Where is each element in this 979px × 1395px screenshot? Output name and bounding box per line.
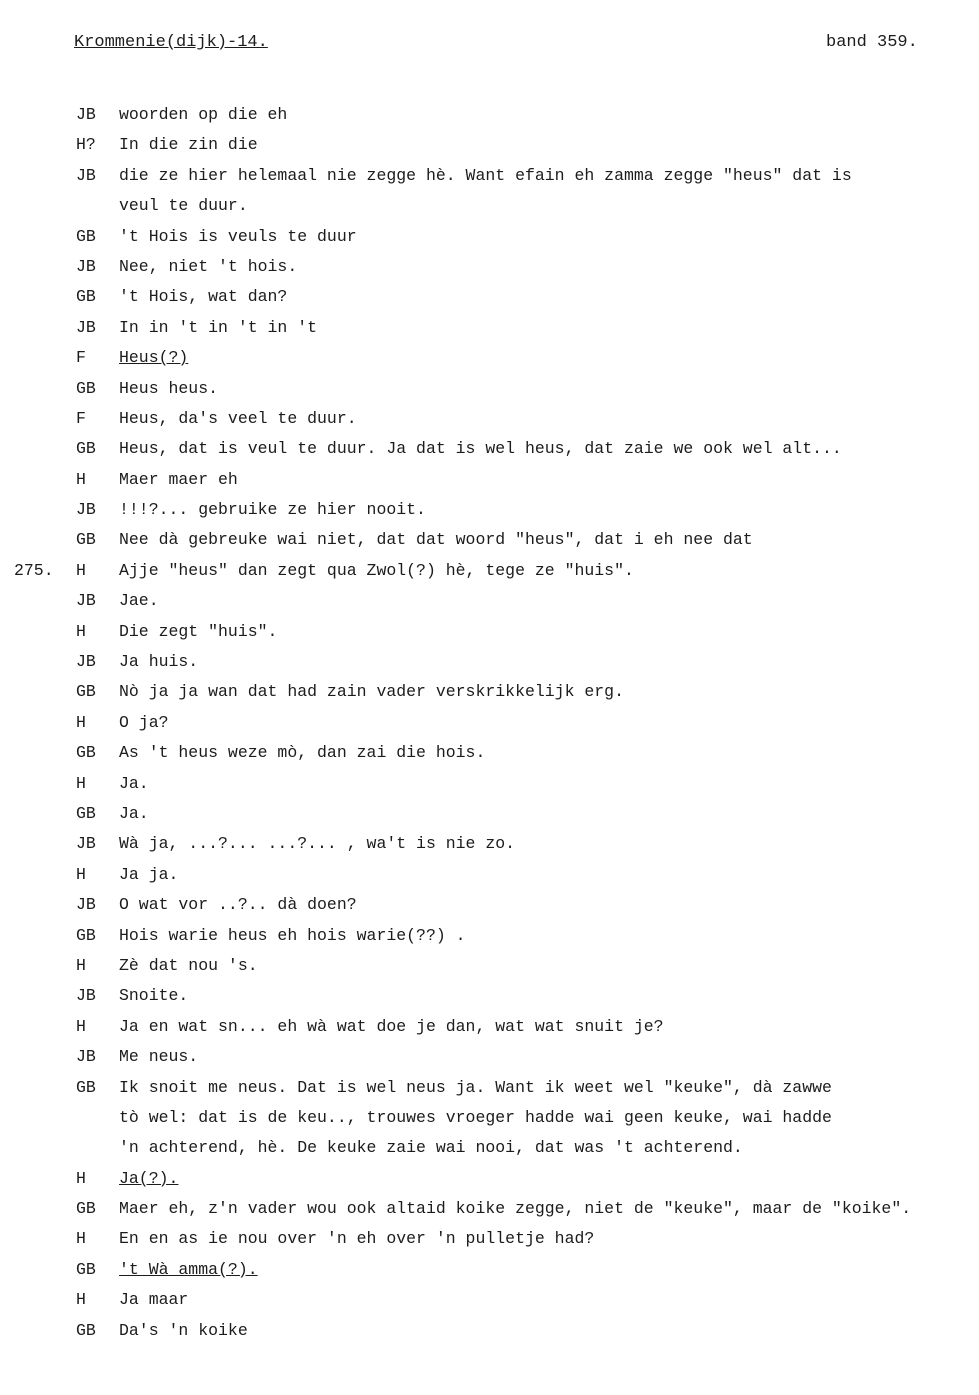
transcript-line: [0, 161, 979, 191]
speaker-code: GB: [76, 743, 96, 763]
utterance-text: Nee, niet 't hois.: [119, 256, 298, 276]
speaker-code: H: [76, 560, 86, 580]
speaker-code: JB: [76, 500, 96, 520]
utterance-text: Ja ja.: [119, 864, 179, 884]
transcript-line: [0, 100, 979, 130]
speaker-code: GB: [76, 378, 96, 398]
transcript-line: [0, 1285, 979, 1315]
transcript-line: [0, 708, 979, 738]
transcript-line: [0, 282, 979, 312]
utterance-text: Zè dat nou 's.: [119, 955, 258, 975]
utterance-text: 'n achterend, hè. De keuke zaie wai nooi, dat was 't achterend.: [119, 1138, 743, 1158]
speaker-code: GB: [76, 439, 96, 459]
transcript-line: [0, 404, 979, 434]
transcript-line: [0, 981, 979, 1011]
utterance-text: Da's 'n koike: [119, 1320, 248, 1340]
utterance-text: Heus, dat is veul te duur. Ja dat is wel heus, dat zaie we ook wel alt...: [119, 439, 842, 459]
utterance-text: veul te duur.: [119, 196, 248, 216]
speaker-code: H: [76, 955, 86, 975]
utterance-text: !!!?... gebruike ze hier nooit.: [119, 500, 426, 520]
utterance-text: Snoite.: [119, 986, 189, 1006]
transcript-line: [0, 769, 979, 799]
utterance-text: O ja?: [119, 712, 169, 732]
speaker-code: GB: [76, 925, 96, 945]
transcript-line: [0, 1194, 979, 1224]
speaker-code: JB: [76, 105, 96, 124]
transcript-line: [0, 1224, 979, 1254]
transcript-line: [0, 677, 979, 707]
utterance-text: Maer eh, z'n vader wou ook altaid koike zegge, niet de "keuke", maar de "koike".: [119, 1199, 912, 1219]
speaker-code: GB: [76, 287, 96, 307]
transcript-line: [0, 890, 979, 920]
utterance-text: En en as ie nou over 'n eh over 'n pulletje had?: [119, 1229, 595, 1249]
transcript-line: [0, 1012, 979, 1042]
speaker-code: H: [76, 469, 86, 489]
utterance-text: Ja maar: [119, 1290, 189, 1310]
transcript-line: [0, 799, 979, 829]
speaker-code: H: [76, 1016, 86, 1036]
utterance-text: In die zin die: [119, 135, 258, 155]
speaker-code: JB: [76, 986, 96, 1006]
tape-number: band 359.: [826, 33, 918, 52]
speaker-code: GB: [76, 682, 96, 702]
transcript-line: [0, 921, 979, 951]
transcript-line: [0, 738, 979, 768]
speaker-code: GB: [76, 1077, 96, 1097]
transcript-line: [0, 1164, 979, 1194]
transcript-line: [0, 1042, 979, 1072]
transcript-line: [0, 191, 979, 221]
speaker-code: H: [76, 864, 86, 884]
speaker-code: H: [76, 1229, 86, 1249]
transcript-line: [0, 222, 979, 252]
speaker-code: JB: [76, 834, 96, 854]
speaker-code: F: [76, 408, 86, 428]
speaker-code: GB: [76, 1259, 96, 1279]
utterance-text: Ja en wat sn... eh wà wat doe je dan, wat wat snuit je?: [119, 1016, 664, 1036]
utterance-text: Me neus.: [119, 1047, 199, 1067]
transcript-line: [0, 860, 979, 890]
transcript-line: [0, 130, 979, 160]
transcript-line: [0, 617, 979, 647]
utterance-text: 't Hois is veuls te duur: [119, 226, 357, 246]
transcript-line: [0, 1316, 979, 1346]
transcript-line: [0, 1103, 979, 1133]
transcript-line: [0, 829, 979, 859]
speaker-code: JB: [76, 1047, 96, 1067]
speaker-code: H?: [76, 135, 96, 155]
speaker-code: H: [76, 1290, 86, 1310]
speaker-code: H: [76, 1168, 86, 1188]
speaker-code: JB: [76, 591, 96, 611]
speaker-code: GB: [76, 803, 96, 823]
utterance-text: O wat vor ..?.. dà doen?: [119, 895, 357, 915]
transcript-line: [0, 313, 979, 343]
transcript-line: [0, 343, 979, 373]
transcript-line: [0, 586, 979, 616]
utterance-text: tò wel: dat is de keu.., trouwes vroeger hadde wai geen keuke, wai hadde: [119, 1107, 832, 1127]
utterance-text: 't Wà amma(?).: [119, 1259, 258, 1279]
utterance-text: die ze hier helemaal nie zegge hè. Want efain eh zamma zegge "heus" dat is: [119, 165, 852, 185]
speaker-code: JB: [76, 895, 96, 915]
utterance-text: Ja.: [119, 773, 149, 793]
speaker-code: H: [76, 773, 86, 793]
utterance-text: Ja huis.: [119, 652, 199, 672]
utterance-text: As 't heus weze mò, dan zai die hois.: [119, 743, 486, 763]
utterance-text: Ik snoit me neus. Dat is wel neus ja. Want ik weet wel "keuke", dà zawwe: [119, 1077, 832, 1097]
utterance-text: Heus heus.: [119, 378, 219, 398]
speaker-code: GB: [76, 1199, 96, 1219]
utterance-text: Ja.: [119, 803, 149, 823]
utterance-text: Die zegt "huis".: [119, 621, 278, 641]
speaker-code: JB: [76, 317, 96, 337]
transcript-line: [0, 252, 979, 282]
speaker-code: GB: [76, 1320, 96, 1340]
utterance-text: 't Hois, wat dan?: [119, 287, 288, 307]
utterance-text: Nò ja ja wan dat had zain vader verskrikkelijk erg.: [119, 682, 624, 702]
transcript-line: [0, 951, 979, 981]
transcript-line: [0, 647, 979, 677]
utterance-text: Heus, da's veel te duur.: [119, 408, 357, 428]
speaker-code: H: [76, 712, 86, 732]
transcript-lines: [0, 100, 979, 1346]
speaker-code: GB: [76, 226, 96, 246]
transcript-line: [0, 1255, 979, 1285]
speaker-code: GB: [76, 530, 96, 550]
transcript-line: [0, 374, 979, 404]
utterance-text: Wà ja, ...?... ...?... , wa't is nie zo.: [119, 834, 516, 854]
utterance-text: In in 't in 't in 't: [119, 317, 318, 337]
utterance-text: Jae.: [119, 591, 159, 611]
speaker-code: JB: [76, 652, 96, 672]
transcript-line: [0, 556, 979, 586]
speaker-code: JB: [76, 165, 96, 185]
utterance-text: Nee dà gebreuke wai niet, dat dat woord "heus", dat i eh nee dat: [119, 530, 753, 550]
transcript-line: [0, 1073, 979, 1103]
speaker-code: H: [76, 621, 86, 641]
utterance-text: Maer maer eh: [119, 469, 238, 489]
transcript-line: [0, 434, 979, 464]
line-number: 275.: [14, 560, 54, 580]
transcript-line: [0, 1133, 979, 1163]
transcript-line: [0, 465, 979, 495]
utterance-text: Ajje "heus" dan zegt qua Zwol(?) hè, tege ze "huis".: [119, 560, 634, 580]
utterance-text: Ja(?).: [119, 1168, 179, 1188]
speaker-code: F: [76, 348, 86, 368]
transcript-line: [0, 495, 979, 525]
document-title: Krommenie(dijk)-14.: [74, 33, 268, 52]
utterance-text: Hois warie heus eh hois warie(??) .: [119, 925, 466, 945]
speaker-code: JB: [76, 256, 96, 276]
utterance-text: woorden op die eh: [119, 105, 288, 124]
transcript-line: [0, 525, 979, 555]
utterance-text: Heus(?): [119, 348, 189, 368]
